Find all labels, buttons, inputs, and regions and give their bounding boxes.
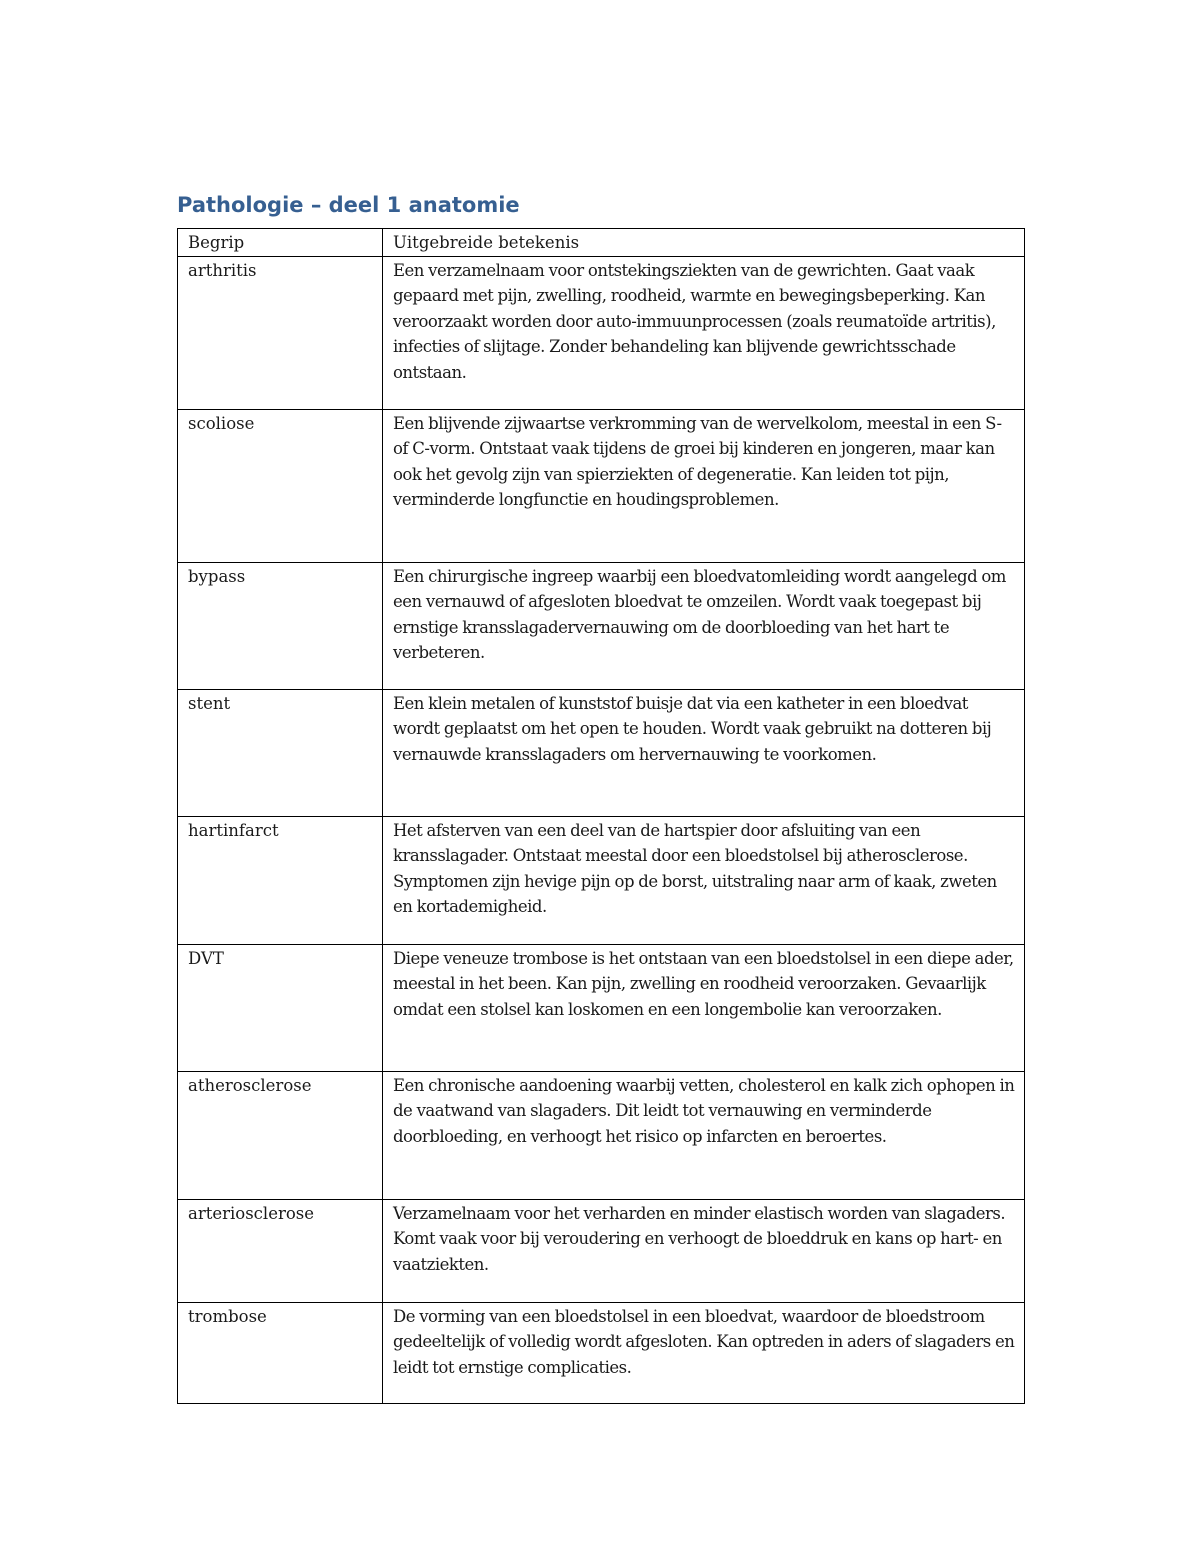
table-row <box>178 944 1025 1071</box>
definition-cell: Een blijvende zijwaartse verkromming van de wervelkolom, meestal in een S- of C-vorm. Ontstaat vaak tijdens de groei bij kinderen en jongeren, maar kan ook het gevolg zijn van spierziekten of degeneratie. Kan leiden tot pijn, verminderde longfunctie en houdingsproblemen. <box>383 409 1025 562</box>
definition-cell: Verzamelnaam voor het verharden en minder elastisch worden van slagaders. Komt vaak voor bij veroudering en verhoogt de bloeddruk en kans op hart- en vaatziekten. <box>383 1199 1025 1302</box>
header-definition: Uitgebreide betekenis <box>383 229 1025 257</box>
definition-cell: Een verzamelnaam voor ontstekingsziekten van de gewrichten. Gaat vaak gepaard met pijn, zwelling, roodheid, warmte en bewegingsbeperking. Kan veroorzaakt worden door auto-immuunprocessen (zoals reumatoïde artritis), infecties of slijtage. Zonder behandeling kan blijvende gewrichtsschade ontstaan. <box>383 256 1025 409</box>
table-row <box>178 409 1025 562</box>
header-term: Begrip <box>178 229 383 257</box>
table-row <box>178 816 1025 944</box>
definition-cell: Een chronische aandoening waarbij vetten, cholesterol en kalk zich ophopen in de vaatwand van slagaders. Dit leidt tot vernauwing en verminderde doorbloeding, en verhoogt het risico op infarcten en beroertes. <box>383 1071 1025 1199</box>
term-cell: hartinfarct <box>178 816 383 944</box>
table-row <box>178 562 1025 689</box>
definition-cell: Een chirurgische ingreep waarbij een bloedvatomleiding wordt aangelegd om een vernauwd of afgesloten bloedvat te omzeilen. Wordt vaak toegepast bij ernstige kransslagadervernauwing om de doorbloeding van het hart te verbeteren. <box>383 562 1025 689</box>
term-cell: arteriosclerose <box>178 1199 383 1302</box>
term-cell: atherosclerose <box>178 1071 383 1199</box>
table-row <box>178 1071 1025 1199</box>
term-cell: arthritis <box>178 256 383 409</box>
definition-cell: Een klein metalen of kunststof buisje dat via een katheter in een bloedvat wordt geplaatst om het open te houden. Wordt vaak gebruikt na dotteren bij vernauwde kransslagaders om hervernauwing te voorkomen. <box>383 689 1025 816</box>
term-cell: bypass <box>178 562 383 689</box>
definition-cell: De vorming van een bloedstolsel in een bloedvat, waardoor de bloedstroom gedeeltelijk of volledig wordt afgesloten. Kan optreden in aders of slagaders en leidt tot ernstige complicaties. <box>383 1302 1025 1403</box>
term-cell: trombose <box>178 1302 383 1403</box>
table-row <box>178 1199 1025 1302</box>
table-header-row <box>178 229 1025 257</box>
table-row <box>178 689 1025 816</box>
definition-cell: Diepe veneuze trombose is het ontstaan van een bloedstolsel in een diepe ader, meestal in het been. Kan pijn, zwelling en roodheid veroorzaken. Gevaarlijk omdat een stolsel kan loskomen en een longembolie kan veroorzaken. <box>383 944 1025 1071</box>
table-row <box>178 1302 1025 1403</box>
definition-cell: Het afsterven van een deel van de hartspier door afsluiting van een kransslagader. Ontstaat meestal door een bloedstolsel bij atherosclerose. Symptomen zijn hevige pijn op de borst, uitstraling naar arm of kaak, zweten en kortademigheid. <box>383 816 1025 944</box>
term-cell: scoliose <box>178 409 383 562</box>
glossary-table <box>177 228 1025 1404</box>
term-cell: DVT <box>178 944 383 1071</box>
document-title: Pathologie – deel 1 anatomie <box>177 193 520 217</box>
table-row <box>178 256 1025 409</box>
term-cell: stent <box>178 689 383 816</box>
